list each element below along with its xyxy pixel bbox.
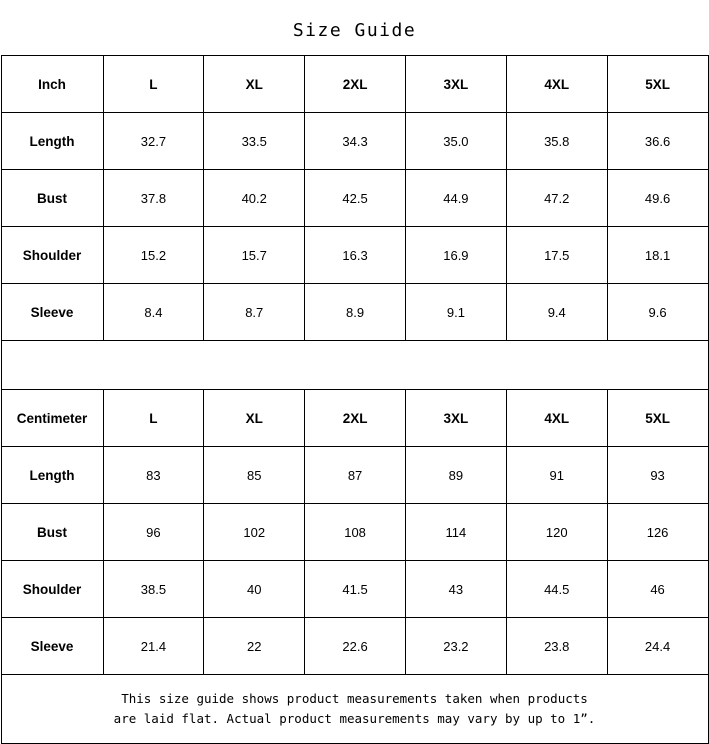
cell-length-3xl: 35.0 — [405, 113, 506, 170]
cell-sleeve-4xl: 23.8 — [506, 618, 607, 675]
cell-shoulder-l: 38.5 — [103, 561, 204, 618]
cell-sleeve-3xl: 23.2 — [405, 618, 506, 675]
cell-bust-2xl: 42.5 — [305, 170, 406, 227]
unit-label-inch: Inch — [1, 56, 103, 113]
table-separator — [1, 341, 709, 389]
cell-shoulder-3xl: 16.9 — [405, 227, 506, 284]
cell-sleeve-xl: 8.7 — [204, 284, 305, 341]
table-header-row — [1, 390, 708, 447]
size-header-3xl: 3XL — [405, 390, 506, 447]
cell-sleeve-2xl: 8.9 — [305, 284, 406, 341]
cell-shoulder-2xl: 16.3 — [305, 227, 406, 284]
cell-length-l: 83 — [103, 447, 204, 504]
cell-length-l: 32.7 — [103, 113, 204, 170]
table-row — [1, 227, 708, 284]
cell-bust-xl: 40.2 — [204, 170, 305, 227]
cell-sleeve-3xl: 9.1 — [405, 284, 506, 341]
size-header-l: L — [103, 390, 204, 447]
row-label-bust: Bust — [1, 504, 103, 561]
table-row — [1, 561, 708, 618]
cell-length-xl: 85 — [204, 447, 305, 504]
row-label-bust: Bust — [1, 170, 103, 227]
cell-shoulder-xl: 40 — [204, 561, 305, 618]
cell-length-2xl: 87 — [305, 447, 406, 504]
row-label-length: Length — [1, 113, 103, 170]
cell-sleeve-l: 21.4 — [103, 618, 204, 675]
size-header-xl: XL — [204, 390, 305, 447]
cell-length-5xl: 36.6 — [607, 113, 708, 170]
cell-bust-l: 37.8 — [103, 170, 204, 227]
cell-shoulder-4xl: 44.5 — [506, 561, 607, 618]
cell-length-3xl: 89 — [405, 447, 506, 504]
unit-label-centimeter: Centimeter — [1, 390, 103, 447]
row-label-sleeve: Sleeve — [1, 284, 103, 341]
size-table-centimeter — [1, 389, 709, 675]
row-label-shoulder: Shoulder — [1, 561, 103, 618]
cell-bust-5xl: 126 — [607, 504, 708, 561]
cell-sleeve-2xl: 22.6 — [305, 618, 406, 675]
size-guide-footnote — [1, 675, 709, 744]
cell-bust-3xl: 114 — [405, 504, 506, 561]
cell-length-4xl: 91 — [506, 447, 607, 504]
cell-bust-xl: 102 — [204, 504, 305, 561]
cell-bust-4xl: 47.2 — [506, 170, 607, 227]
cell-sleeve-xl: 22 — [204, 618, 305, 675]
footnote-line-1: This size guide shows product measurements taken when products — [121, 691, 588, 706]
cell-bust-5xl: 49.6 — [607, 170, 708, 227]
cell-sleeve-4xl: 9.4 — [506, 284, 607, 341]
size-table-inch — [1, 55, 709, 341]
cell-shoulder-3xl: 43 — [405, 561, 506, 618]
cell-shoulder-4xl: 17.5 — [506, 227, 607, 284]
cell-length-5xl: 93 — [607, 447, 708, 504]
size-header-4xl: 4XL — [506, 390, 607, 447]
cell-bust-4xl: 120 — [506, 504, 607, 561]
cell-shoulder-xl: 15.7 — [204, 227, 305, 284]
size-header-4xl: 4XL — [506, 56, 607, 113]
page-title: Size Guide — [292, 20, 417, 41]
footnote-line-2: are laid flat. Actual product measurements may vary by up to 1”. — [113, 711, 596, 726]
cell-shoulder-5xl: 18.1 — [607, 227, 708, 284]
size-header-3xl: 3XL — [405, 56, 506, 113]
table-row — [1, 284, 708, 341]
cell-length-4xl: 35.8 — [506, 113, 607, 170]
cell-sleeve-5xl: 9.6 — [607, 284, 708, 341]
table-row — [1, 618, 708, 675]
cell-length-2xl: 34.3 — [305, 113, 406, 170]
size-header-2xl: 2XL — [305, 390, 406, 447]
cell-sleeve-l: 8.4 — [103, 284, 204, 341]
size-header-xl: XL — [204, 56, 305, 113]
cell-sleeve-5xl: 24.4 — [607, 618, 708, 675]
row-label-length: Length — [1, 447, 103, 504]
row-label-sleeve: Sleeve — [1, 618, 103, 675]
cell-shoulder-5xl: 46 — [607, 561, 708, 618]
table-row — [1, 447, 708, 504]
table-row — [1, 170, 708, 227]
table-row — [1, 113, 708, 170]
size-header-2xl: 2XL — [305, 56, 406, 113]
size-header-l: L — [103, 56, 204, 113]
cell-bust-l: 96 — [103, 504, 204, 561]
cell-shoulder-l: 15.2 — [103, 227, 204, 284]
cell-shoulder-2xl: 41.5 — [305, 561, 406, 618]
size-header-5xl: 5XL — [607, 390, 708, 447]
row-label-shoulder: Shoulder — [1, 227, 103, 284]
size-header-5xl: 5XL — [607, 56, 708, 113]
cell-length-xl: 33.5 — [204, 113, 305, 170]
cell-bust-3xl: 44.9 — [405, 170, 506, 227]
table-row — [1, 504, 708, 561]
table-header-row — [1, 56, 708, 113]
cell-bust-2xl: 108 — [305, 504, 406, 561]
